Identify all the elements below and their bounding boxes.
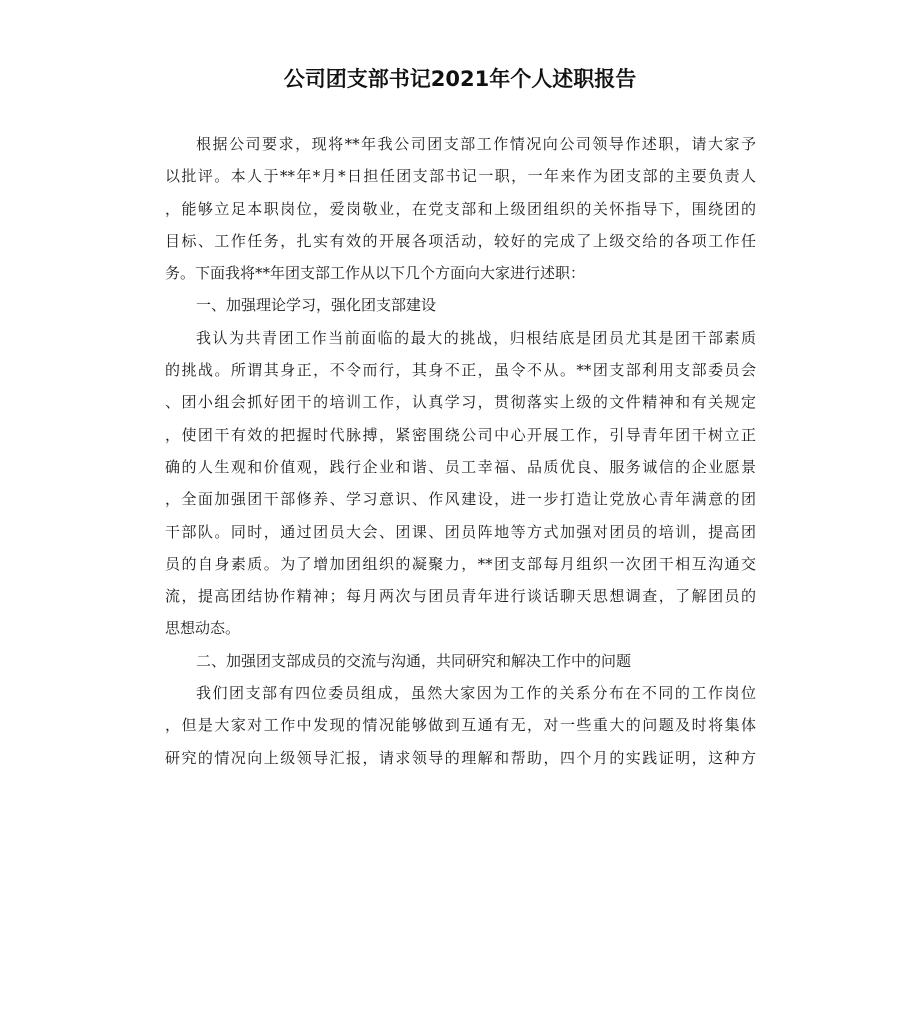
- paragraph-line: 以批评。本人于**年*月*日担任团支部书记一职，一年来作为团支部的主要负责人: [165, 167, 756, 186]
- paragraph-line: 我们团支部有四位委员组成，虽然大家因为工作的关系分布在不同的工作岗位: [196, 684, 756, 703]
- paragraph-line: 根据公司要求，现将**年我公司团支部工作情况向公司领导作述职，请大家予: [196, 135, 756, 153]
- paragraph-line: ，能够立足本职岗位，爱岗敬业，在党支部和上级团组织的关怀指导下，围绕团的: [165, 199, 756, 218]
- paragraph-line: 研究的情况向上级领导汇报，请求领导的理解和帮助，四个月的实践证明，这种方: [165, 748, 756, 767]
- paragraph-line: 员的自身素质。为了增加团组织的凝聚力，**团支部每月组织一次团干相互沟通交: [165, 554, 756, 573]
- paragraph-line: 务。下面我将**年团支部工作从以下几个方面向大家进行述职：: [165, 264, 586, 283]
- paragraph-line: 思想动态。: [165, 619, 241, 638]
- section-heading: 一、加强理论学习，强化团支部建设: [196, 296, 437, 315]
- paragraph-line: 流，提高团结协作精神；每月两次与团员青年进行谈话聊天思想调查，了解团员的: [165, 587, 756, 606]
- section-heading: 二、加强团支部成员的交流与沟通，共同研究和解决工作中的问题: [196, 651, 632, 670]
- paragraph-line: ，但是大家对工作中发现的情况能够做到互通有无，对一些重大的问题及时将集体: [165, 716, 756, 735]
- document-body: [165, 128, 756, 774]
- paragraph-line: 确的人生观和价值观，践行企业和谐、员工幸福、品质优良、服务诚信的企业愿景: [165, 457, 756, 476]
- paragraph-line: 目标、工作任务，扎实有效的开展各项活动，较好的完成了上级交给的各项工作任: [165, 231, 756, 250]
- paragraph-line: 、团小组会抓好团干的培训工作，认真学习，贯彻落实上级的文件精神和有关规定: [165, 393, 756, 412]
- paragraph-line: 的挑战。所谓其身正，不令而行，其身不正，虽令不从。**团支部利用支部委员会: [165, 361, 756, 380]
- paragraph-line: ，使团干有效的把握时代脉搏，紧密围绕公司中心开展工作，引导青年团干树立正: [165, 425, 756, 444]
- paragraph-line: 我认为共青团工作当前面临的最大的挑战，归根结底是团员尤其是团干部素质: [196, 328, 756, 347]
- document-title: 公司团支部书记2021年个人述职报告: [283, 67, 637, 91]
- paragraph-line: 干部队。同时，通过团员大会、团课、团员阵地等方式加强对团员的培训，提高团: [165, 522, 756, 541]
- paragraph-line: ，全面加强团干部修养、学习意识、作风建设，进一步打造让党放心青年满意的团: [165, 490, 756, 509]
